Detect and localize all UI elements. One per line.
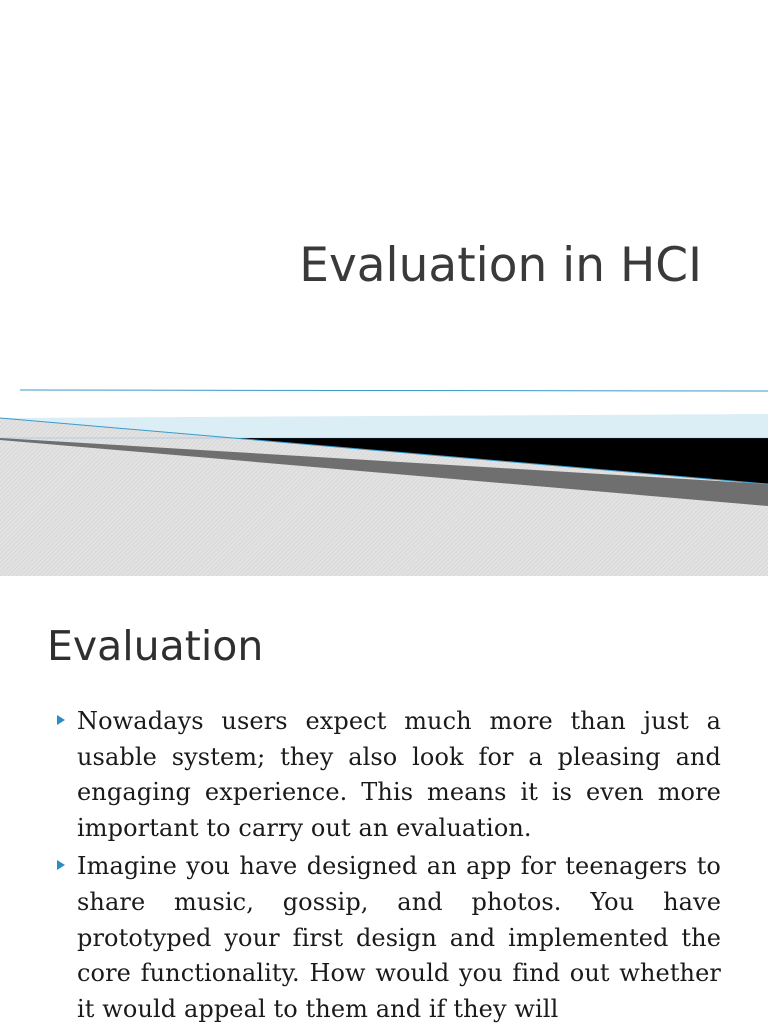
bullet-text: Nowadays users expect much more than just a usable system; they also look for a pleasing and engaging experience. This means it is even more important to carry out an evaluation. [77, 707, 721, 842]
bullet-item [77, 704, 721, 846]
triangle-bullet-icon [57, 860, 65, 870]
slide-heading: Evaluation [47, 622, 264, 670]
decorative-banner [0, 380, 768, 576]
content-slide [0, 576, 768, 1024]
bullet-item [77, 849, 721, 1024]
bullet-text: Imagine you have designed an app for teenagers to share music, gossip, and photos. You have prototyped your first design and implemented the core functionality. How would you find out whether it would appeal to them and if they will [77, 852, 721, 1023]
bullet-list [0, 704, 768, 1024]
triangle-bullet-icon [57, 715, 65, 725]
slide-title: Evaluation in HCI [299, 238, 702, 293]
